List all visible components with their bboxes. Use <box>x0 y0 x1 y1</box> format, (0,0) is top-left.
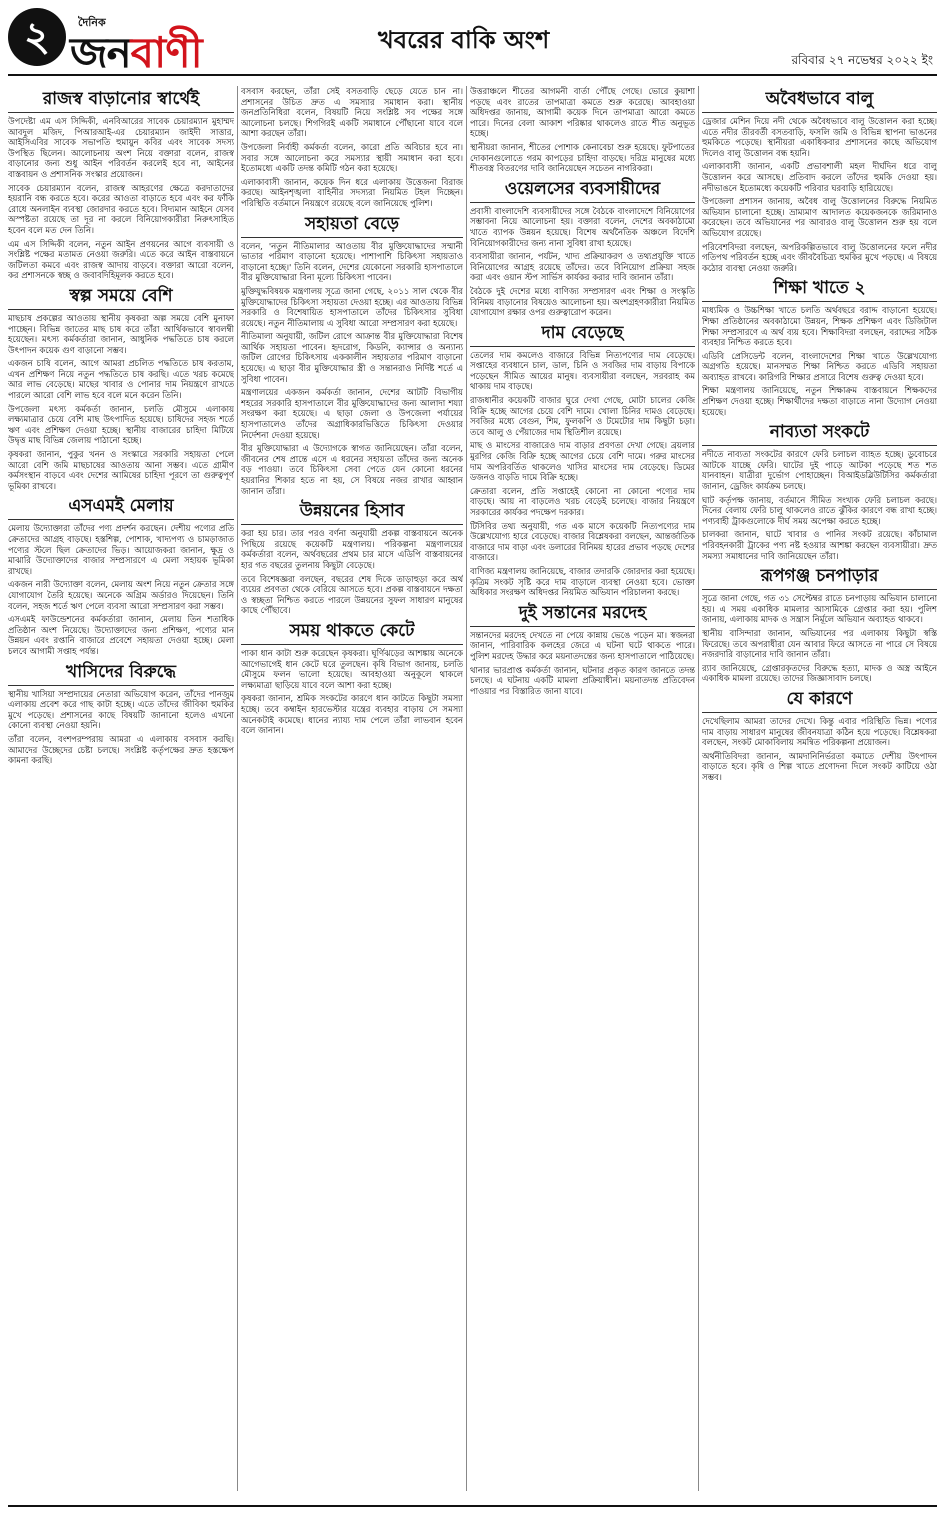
story-paragraph: এসএমই ফাউন্ডেশনের কর্মকর্তারা জানান, মেলায় তিন শতাধিক প্রতিষ্ঠান অংশ নিয়েছে। উদ্যোক্তাদের জন্য প্রশিক্ষণ, পণ্যের মান উন্নয়ন এবং রপ্তানি বাজারে প্রবেশে সহায়তা দেওয়া হচ্ছে। মেলা চলবে আগামী সপ্তাহ পর্যন্ত। <box>8 614 234 656</box>
column-3 <box>470 86 695 1491</box>
story-paragraph: নীতিমালা অনুযায়ী, জটিল রোগে আক্রান্ত বীর মুক্তিযোদ্ধারা বিশেষ আর্থিক সহায়তা পাবেন। হৃদরোগ, কিডনি, ক্যান্সার ও অন্যান্য জটিল রোগের চিকিৎসায় এককালীন সহায়তার পরিমাণ বাড়ানো হয়েছে। এ ছাড়া বীর মুক্তিযোদ্ধার স্ত্রী ও সন্তানরাও নির্দিষ্ট শর্তে এ সুবিধা পাবেন। <box>241 331 463 384</box>
news-story <box>241 620 463 736</box>
story-headline: নাব্যতা সংকটে <box>702 421 937 446</box>
story-paragraph: উপজেলা মৎস্য কর্মকর্তা জানান, চলতি মৌসুমে এলাকায় লক্ষ্যমাত্রার চেয়ে বেশি মাছ উৎপাদিত হয়েছে। চাষিদের সহজ শর্তে ঋণ এবং প্রশিক্ষণ দেওয়া হচ্ছে। স্থানীয় বাজারের চাহিদা মিটিয়ে উদ্বৃত্ত মাছ বিভিন্ন জেলায় পাঠানো হচ্ছে। <box>8 403 234 446</box>
story-paragraph: উপজেলা প্রশাসন জানায়, অবৈধ বালু উত্তোলনের বিরুদ্ধে নিয়মিত অভিযান চালানো হচ্ছে। ভ্রাম্যমাণ আদালত কয়েকজনকে জরিমানাও করেছেন। তবে অভিযানের পর আবারও বালু উত্তোলন শুরু হয় বলে অভিযোগ রয়েছে। <box>702 196 937 238</box>
news-story <box>702 277 937 417</box>
story-headline: সময় থাকতে কেটে <box>241 620 463 645</box>
story-paragraph: উপদেষ্টা এম এস সিদ্দিকী, এনবিআরের সাবেক চেয়ারম্যান মুহাম্মদ আবদুল মজিদ, পিআরআই-এর চেয়ারম্যান জাইদী সাত্তার, আইসিএবির সাবেক সভাপতি হুমায়ুন কবির এবং সাবেক সদস্য উপস্থিত ছিলেন। আলোচনায় অংশ নিয়ে বক্তারা বলেন, রাজস্ব বাড়ানোর জন্য শুধু আইন পরিবর্তন করলেই হবে না, আইনের বাস্তবায়ন ও প্রশাসনিক সংস্কার প্রয়োজন। <box>8 116 234 179</box>
news-story <box>8 88 234 281</box>
column-divider <box>466 86 467 1491</box>
news-story <box>8 285 234 492</box>
news-story <box>241 86 463 209</box>
story-headline: রাজস্ব বাড়ানোর স্বার্থেই <box>8 88 234 113</box>
story-paragraph: তেলের দাম কমলেও বাজারে বিভিন্ন নিত্যপণ্যের দাম বেড়েছে। সপ্তাহের ব্যবধানে চাল, ডাল, চিনি ও সবজির দাম বাড়ায় বিপাকে পড়েছেন সীমিত আয়ের মানুষ। ব্যবসায়ীরা বলছেন, সরবরাহ কম থাকায় দাম বাড়ছে। <box>470 349 695 392</box>
column-4 <box>702 86 937 1491</box>
story-paragraph: স্থানীয়রা জানান, শীতের পোশাক কেনাবেচা শুরু হয়েছে। ফুটপাতের দোকানগুলোতে গরম কাপড়ের চাহিদা বাড়ছে। দরিদ্র মানুষের মধ্যে শীতবস্ত্র বিতরণের দাবি জানিয়েছেন সচেতন নাগরিকরা। <box>470 141 695 174</box>
story-paragraph: অর্থনীতিবিদরা জানান, আমদানিনির্ভরতা কমাতে দেশীয় উৎপাদন বাড়াতে হবে। কৃষি ও শিল্প খাতে প্রণোদনা দিলে সংকট কাটিয়ে ওঠা সম্ভব। <box>702 750 937 782</box>
news-story <box>470 178 695 318</box>
story-paragraph: রাজধানীর কয়েকটি বাজার ঘুরে দেখা গেছে, মোটা চালের কেজি বিক্রি হচ্ছে আগের চেয়ে বেশি দামে। খোলা চিনির দামও বেড়েছে। সবজির মধ্যে বেগুন, শিম, ফুলকপি ও টমেটোর দাম কিছুটা চড়া। তবে আলু ও পেঁয়াজের দাম স্থিতিশীল রয়েছে। <box>470 395 695 437</box>
story-paragraph: নদীতে নাব্যতা সংকটের কারণে ফেরি চলাচল ব্যাহত হচ্ছে। ডুবোচরে আটকে যাচ্ছে ফেরি। ঘাটের দুই পাড়ে আটকা পড়েছে শত শত যানবাহন। যাত্রীরা দুর্ভোগ পোহাচ্ছেন। বিআইডব্লিউটিসির কর্মকর্তারা জানান, ড্রেজিং কার্যক্রম চলছে। <box>702 449 937 492</box>
story-paragraph: তাঁরা বলেন, বংশপরম্পরায় আমরা এ এলাকায় বসবাস করছি। আমাদের উচ্ছেদের চেষ্টা চলছে। সংশ্লিষ্ট কর্তৃপক্ষের দ্রুত হস্তক্ষেপ কামনা করছি। <box>8 733 234 766</box>
story-paragraph: তবে বিশেষজ্ঞরা বলছেন, বছরের শেষ দিকে তাড়াহুড়া করে অর্থ ব্যয়ের প্রবণতা থেকে বেরিয়ে আসতে হবে। প্রকল্প বাস্তবায়নে দক্ষতা ও স্বচ্ছতা নিশ্চিত করতে পারলে উন্নয়নের সুফল সাধারণ মানুষের কাছে পৌঁছাবে। <box>241 573 463 616</box>
story-paragraph: স্থানীয় খাসিয়া সম্প্রদায়ের নেতারা অভিযোগ করেন, তাঁদের পানজুম এলাকায় প্রবেশ করে গাছ কাটা হচ্ছে। এতে তাঁদের জীবিকা হুমকির মুখে পড়েছে। প্রশাসনের কাছে বিষয়টি জানানো হলেও এখনো কোনো ব্যবস্থা নেওয়া হয়নি। <box>8 688 234 731</box>
date-line: রবিবার ২৭ নভেম্বর ২০২২ ইং <box>791 53 933 67</box>
news-story <box>8 661 234 766</box>
story-paragraph: এলাকাবাসী জানান, কয়েক দিন ধরে এলাকায় উত্তেজনা বিরাজ করছে। আইনশৃঙ্খলা বাহিনীর সদস্যরা নিয়মিত টহল দিচ্ছেন। পরিস্থিতি বর্তমানে নিয়ন্ত্রণে রয়েছে বলে জানিয়েছে পুলিশ। <box>241 176 463 208</box>
story-paragraph: মুক্তিযুদ্ধবিষয়ক মন্ত্রণালয় সূত্রে জানা গেছে, ২০১১ সাল থেকে বীর মুক্তিযোদ্ধাদের চিকিৎসা সহায়তা দেওয়া হচ্ছে। এর আওতায় বিভিন্ন সরকারি ও বিশেষায়িত হাসপাতালে তাঁদের চিকিৎসার সুবিধা রয়েছে। নতুন নীতিমালায় এ সুবিধা আরো সম্প্রসারণ করা হয়েছে। <box>241 285 463 328</box>
story-paragraph: শিক্ষা মন্ত্রণালয় জানিয়েছে, নতুন শিক্ষাক্রম বাস্তবায়নে শিক্ষকদের প্রশিক্ষণ দেওয়া হচ্ছে। শিক্ষার্থীদের দক্ষতা বাড়াতে নানা উদ্যোগ নেওয়া হয়েছে। <box>702 385 937 417</box>
story-paragraph: ড্রেজার মেশিন দিয়ে নদী থেকে অবৈধভাবে বালু উত্তোলন করা হচ্ছে। এতে নদীর তীরবর্তী বসতবাড়ি, ফসলি জমি ও বিভিন্ন স্থাপনা ভাঙনের হুমকিতে পড়েছে। স্থানীয়রা একাধিকবার প্রশাসনের কাছে অভিযোগ দিলেও বালু উত্তোলন বন্ধ হয়নি। <box>702 116 937 158</box>
story-paragraph: পাকা ধান কাটা শুরু করেছেন কৃষকরা। ঘূর্ণিঝড়ের আশঙ্কায় অনেকে আগেভাগেই ধান কেটে ঘরে তুলছেন। কৃষি বিভাগ জানায়, চলতি মৌসুমে ফলন ভালো হয়েছে। আবহাওয়া অনুকূলে থাকলে লক্ষ্যমাত্রা ছাড়িয়ে যাবে বলে আশা করা হচ্ছে। <box>241 647 463 690</box>
story-paragraph: মাছচাষ প্রকল্পের আওতায় স্থানীয় কৃষকরা অল্প সময়ে বেশি মুনাফা পাচ্ছেন। বিভিন্ন জাতের মাছ চাষ করে তাঁরা আর্থিকভাবে স্বাবলম্বী হয়েছেন। মৎস্য কর্মকর্তারা জানান, আধুনিক পদ্ধতিতে চাষ করলে উৎপাদন কয়েক গুণ বাড়ানো সম্ভব। <box>8 312 234 355</box>
page-number: ২ <box>8 8 66 66</box>
story-paragraph: বাণিজ্য মন্ত্রণালয় জানিয়েছে, বাজার তদারকি জোরদার করা হয়েছে। কৃত্রিম সংকট সৃষ্টি করে দাম বাড়ালে ব্যবস্থা নেওয়া হবে। ভোক্তা অধিকার সংরক্ষণ অধিদপ্তর নিয়মিত অভিযান পরিচালনা করছে। <box>470 565 695 598</box>
story-paragraph: চালকরা জানান, ঘাটে খাবার ও পানির সংকট রয়েছে। কাঁচামাল পরিবহনকারী ট্রাকের পণ্য নষ্ট হওয়ার আশঙ্কা করছেন ব্যবসায়ীরা। দ্রুত সমস্যা সমাধানের দাবি জানিয়েছেন তাঁরা। <box>702 529 937 561</box>
story-paragraph: বৈঠকে দুই দেশের মধ্যে বাণিজ্য সম্প্রসারণ এবং শিক্ষা ও সংস্কৃতি বিনিময় বাড়ানোর বিষয়েও আলোচনা হয়। অংশগ্রহণকারীরা নিয়মিত যোগাযোগ রক্ষার ওপর গুরুত্বারোপ করেন। <box>470 285 695 318</box>
story-paragraph: স্থানীয় বাসিন্দারা জানান, অভিযানের পর এলাকায় কিছুটা স্বস্তি ফিরেছে। তবে অপরাধীরা যেন আবার ফিরে আসতে না পারে সে বিষয়ে নজরদারি বাড়ানোর দাবি জানান তাঁরা। <box>702 627 937 660</box>
story-headline: খাসিদের বিরুদ্ধে <box>8 661 234 686</box>
story-paragraph: মাছ ও মাংসের বাজারেও দাম বাড়ার প্রবণতা দেখা গেছে। ব্রয়লার মুরগির কেজি বিক্রি হচ্ছে আগের চেয়ে বেশি দামে। গরুর মাংসের দাম অপরিবর্তিত থাকলেও খাসির মাংসের দাম বেড়েছে। ডিমের ডজনও বাড়তি দামে বিক্রি হচ্ছে। <box>470 440 695 483</box>
story-paragraph: উত্তরাঞ্চলে শীতের আগমনী বার্তা পৌঁছে গেছে। ভোরে কুয়াশা পড়ছে এবং রাতের তাপমাত্রা কমতে শুরু করেছে। আবহাওয়া অধিদপ্তর জানায়, আগামী কয়েক দিনে তাপমাত্রা আরো কমতে পারে। দিনের বেলা আকাশ পরিষ্কার থাকলেও রাতে শীত অনুভূত হচ্ছে। <box>470 86 695 139</box>
story-headline: দুই সন্তানের মরদেহ <box>470 602 695 627</box>
news-story <box>702 421 937 561</box>
story-headline: এসএমই মেলায় <box>8 495 234 520</box>
newspaper-logo <box>70 20 202 91</box>
story-paragraph: পরিবেশবিদরা বলছেন, অপরিকল্পিতভাবে বালু উত্তোলনের ফলে নদীর গতিপথ পরিবর্তন হচ্ছে এবং জীববৈচিত্র্য হুমকির মুখে পড়ছে। এ বিষয়ে কঠোর ব্যবস্থা নেওয়া জরুরি। <box>702 241 937 273</box>
news-story <box>470 86 695 174</box>
story-paragraph: টিসিবির তথ্য অনুযায়ী, গত এক মাসে কয়েকটি নিত্যপণ্যের দাম উল্লেখযোগ্য হারে বেড়েছে। বাজার বিশ্লেষকরা বলছেন, আন্তর্জাতিক বাজারে দাম বাড়া এবং ডলারের বিনিময় হারের প্রভাব পড়ছে দেশের বাজারে। <box>470 520 695 563</box>
story-paragraph: বলেন, 'নতুন নীতিমালার আওতায় বীর মুক্তিযোদ্ধাদের সম্মানী ভাতার পরিমাণ বাড়ানো হয়েছে। পাশাপাশি চিকিৎসা সহায়তাও বাড়ানো হচ্ছে।' তিনি বলেন, দেশের যেকোনো সরকারি হাসপাতালে বীর মুক্তিযোদ্ধারা বিনা মূল্যে চিকিৎসা পাবেন। <box>241 240 463 283</box>
news-story <box>470 322 695 598</box>
story-headline: শিক্ষা খাতে ২ <box>702 277 937 302</box>
story-paragraph: সন্তানদের মরদেহ দেখতে না পেয়ে কান্নায় ভেঙে পড়েন মা। স্বজনরা জানান, পারিবারিক কলহের জেরে এ ঘটনা ঘটে থাকতে পারে। পুলিশ মরদেহ উদ্ধার করে ময়নাতদন্তের জন্য হাসপাতালে পাঠিয়েছে। <box>470 629 695 661</box>
story-paragraph: ঘাট কর্তৃপক্ষ জানায়, বর্তমানে সীমিত সংখ্যক ফেরি চলাচল করছে। দিনের বেলায় ফেরি চালু থাকলেও রাতে ঝুঁকির কারণে বন্ধ রাখা হচ্ছে। পণ্যবাহী ট্রাকগুলোকে দীর্ঘ সময় অপেক্ষা করতে হচ্ছে। <box>702 494 937 526</box>
story-paragraph: বীর মুক্তিযোদ্ধারা এ উদ্যোগকে স্বাগত জানিয়েছেন। তাঁরা বলেন, জীবনের শেষ প্রান্তে এসে এ ধরনের সহায়তা তাঁদের জন্য অনেক বড় পাওয়া। তবে চিকিৎসা সেবা পেতে যেন কোনো ধরনের হয়রানির শিকার হতে না হয়, সে বিষয়ে নজর রাখার আহ্বান জানান তাঁরা। <box>241 443 463 496</box>
story-paragraph: সাবেক চেয়ারম্যান বলেন, রাজস্ব আহরণের ক্ষেত্রে করদাতাদের হয়রানি বন্ধ করতে হবে। করের আওতা বাড়াতে হবে এবং কর ফাঁকি রোধে অনলাইন ব্যবস্থা জোরদার করতে হবে। বিদ্যমান আইনে যেসব অস্পষ্টতা রয়েছে তা দূর না করলে বিনিয়োগকারীরা নিরুৎসাহিত হবেন বলে মত দেন তিনি। <box>8 182 234 235</box>
story-paragraph: এম এস সিদ্দিকী বলেন, নতুন আইন প্রণয়নের আগে ব্যবসায়ী ও সংশ্লিষ্ট পক্ষের মতামত নেওয়া জরুরি। এতে করে আইন বাস্তবায়নে জটিলতা কমবে এবং রাজস্ব আদায় বাড়বে। বক্তারা আরো বলেন, কর প্রশাসনকে স্বচ্ছ ও জবাবদিহিমূলক করতে হবে। <box>8 238 234 281</box>
logo-part-1: জন <box>70 28 131 77</box>
story-headline: স্বল্প সময়ে বেশি <box>8 285 234 310</box>
story-paragraph: মাধ্যমিক ও উচ্চশিক্ষা খাতে চলতি অর্থবছরে বরাদ্দ বাড়ানো হয়েছে। শিক্ষা প্রতিষ্ঠানের অবকাঠামো উন্নয়ন, শিক্ষক প্রশিক্ষণ এবং ডিজিটাল শিক্ষা সম্প্রসারণে এ অর্থ ব্যয় হবে। শিক্ষাবিদরা বলছেন, বরাদ্দের সঠিক ব্যবহার নিশ্চিত করতে হবে। <box>702 305 937 348</box>
column-2 <box>241 86 463 1491</box>
logo-prefix: দৈনিক <box>78 16 106 29</box>
section-title: খবরের বাকি অংশ <box>378 26 550 54</box>
story-paragraph: র‍্যাব জানিয়েছে, গ্রেপ্তারকৃতদের বিরুদ্ধে হত্যা, মাদক ও অস্ত্র আইনে একাধিক মামলা রয়েছে। তাদের জিজ্ঞাসাবাদ চলছে। <box>702 662 937 684</box>
column-1 <box>8 86 234 1491</box>
story-paragraph: দেখেছিলাম আমরা তাদের দেখে। কিন্তু এবার পরিস্থিতি ভিন্ন। পণ্যের দাম বাড়ায় সাধারণ মানুষের জীবনযাত্রা কঠিন হয়ে পড়েছে। বিশ্লেষকরা বলছেন, সংকট মোকাবিলায় সমন্বিত পরিকল্পনা প্রয়োজন। <box>702 715 937 748</box>
story-headline: অবৈধভাবে বালু <box>702 88 937 113</box>
news-story <box>8 495 234 656</box>
news-story <box>702 565 937 684</box>
story-paragraph: কৃষকরা জানান, শ্রমিক সংকটের কারণে ধান কাটতে কিছুটা সমস্যা হচ্ছে। তবে কম্বাইন হারভেস্টার যন্ত্রের ব্যবহার বাড়ায় সে সমস্যা অনেকটাই কমেছে। ধানের ন্যায্য দাম পেলে তাঁরা লাভবান হবেন বলে জানান। <box>241 693 463 736</box>
story-headline: সহায়তা বেড়ে <box>241 213 463 238</box>
story-paragraph: থানার ভারপ্রাপ্ত কর্মকর্তা জানান, ঘটনার প্রকৃত কারণ জানতে তদন্ত চলছে। এ ঘটনায় একটি মামলা প্রক্রিয়াধীন। ময়নাতদন্ত প্রতিবেদন পাওয়ার পর বিস্তারিত জানা যাবে। <box>470 664 695 696</box>
story-paragraph: উপজেলা নির্বাহী কর্মকর্তা বলেন, কারো প্রতি অবিচার হবে না। সবার সঙ্গে আলোচনা করে সমস্যার স্থায়ী সমাধান করা হবে। ইতোমধ্যে একটি তদন্ত কমিটি গঠন করা হয়েছে। <box>241 141 463 174</box>
story-paragraph: এলাকাবাসী জানান, একটি প্রভাবশালী মহল দীর্ঘদিন ধরে বালু উত্তোলন করে আসছে। প্রতিবাদ করলে তাঁদের হুমকি দেওয়া হয়। নদীভাঙনে ইতোমধ্যে কয়েকটি পরিবার ঘরবাড়ি হারিয়েছে। <box>702 161 937 193</box>
story-paragraph: ব্যবসায়ীরা জানান, পর্যটন, খাদ্য প্রক্রিয়াকরণ ও তথ্যপ্রযুক্তি খাতে বিনিয়োগের আগ্রহ রয়েছে তাঁদের। তবে বিনিয়োগ প্রক্রিয়া সহজ করা এবং ওয়ান স্টপ সার্ভিস কার্যকর করার দাবি জানান তাঁরা। <box>470 251 695 283</box>
story-paragraph: মেলায় উদ্যোক্তারা তাঁদের পণ্য প্রদর্শন করছেন। দেশীয় পণ্যের প্রতি ক্রেতাদের আগ্রহ বাড়ছে। হস্তশিল্প, পোশাক, খাদ্যপণ্য ও চামড়াজাত পণ্যের স্টলে ছিল ক্রেতাদের ভিড়। আয়োজকরা জানান, ক্ষুদ্র ও মাঝারি উদ্যোক্তাদের বাজার সম্প্রসারণে এ মেলা সহায়ক ভূমিকা রাখছে। <box>8 523 234 576</box>
story-headline: উন্নয়নের হিসাব <box>241 500 463 525</box>
column-divider <box>237 86 238 1491</box>
story-headline: দাম বেড়েছে <box>470 322 695 347</box>
news-story <box>702 688 937 783</box>
story-paragraph: প্রবাসী বাংলাদেশি ব্যবসায়ীদের সঙ্গে বৈঠকে বাংলাদেশে বিনিয়োগের সম্ভাবনা নিয়ে আলোচনা হয়। বক্তারা বলেন, দেশের অবকাঠামো খাতে ব্যাপক উন্নয়ন হয়েছে। বিশেষ অর্থনৈতিক অঞ্চলে বিদেশি বিনিয়োগকারীদের জন্য নানা সুবিধা রাখা হয়েছে। <box>470 205 695 248</box>
logo-part-2: বাণী <box>130 28 202 77</box>
story-paragraph: একজন নারী উদ্যোক্তা বলেন, মেলায় অংশ নিয়ে নতুন ক্রেতার সঙ্গে যোগাযোগ তৈরি হয়েছে। অনেকে অগ্রিম অর্ডারও দিয়েছেন। তিনি বলেন, সহজ শর্তে ঋণ পেলে ব্যবসা আরো সম্প্রসারণ করা সম্ভব। <box>8 579 234 611</box>
story-paragraph: বসবাস করছেন, তাঁরা সেই বসতবাড়ি ছেড়ে যেতে চান না। প্রশাসনের উচিত দ্রুত এ সমস্যার সমাধান করা। স্থানীয় জনপ্রতিনিধিরা বলেন, বিষয়টি নিয়ে সংশ্লিষ্ট সব পক্ষের সঙ্গে আলোচনা চলছে। শিগগিরই একটি সমাধানে পৌঁছানো যাবে বলে আশা করছেন তাঁরা। <box>241 86 463 139</box>
story-paragraph: ক্রেতারা বলেন, প্রতি সপ্তাহেই কোনো না কোনো পণ্যের দাম বাড়ছে। আয় না বাড়লেও খরচ বেড়েই চলেছে। বাজার নিয়ন্ত্রণে সরকারের কার্যকর পদক্ষেপ দরকার। <box>470 485 695 517</box>
column-divider <box>698 86 699 1491</box>
news-story <box>702 88 937 273</box>
story-headline: যে কারণে <box>702 688 937 713</box>
story-paragraph: সূত্রে জানা গেছে, গত ৩১ সেপ্টেম্বর রাতে চনপাড়ায় অভিযান চালানো হয়। এ সময় একাধিক মামলার আসামিকে গ্রেপ্তার করা হয়। পুলিশ জানায়, এলাকায় মাদক ও সন্ত্রাস নির্মূলে অভিযান অব্যাহত থাকবে। <box>702 593 937 625</box>
story-paragraph: একজন চাষি বলেন, আগে আমরা প্রচলিত পদ্ধতিতে চাষ করতাম, এখন প্রশিক্ষণ নিয়ে নতুন পদ্ধতিতে চাষ করছি। এতে খরচ কমেছে আর লাভ বেড়েছে। মাছের খাবার ও পোনার দাম নিয়ন্ত্রণে রাখতে পারলে আরো বেশি লাভ হবে বলে মনে করেন তিনি। <box>8 358 234 401</box>
story-paragraph: কৃষকরা জানান, পুকুর খনন ও সংস্কারে সরকারি সহায়তা পেলে আরো বেশি জমি মাছচাষের আওতায় আনা সম্ভব। এতে গ্রামীণ কর্মসংস্থান বাড়বে এবং দেশের আমিষের চাহিদা পূরণে তা গুরুত্বপূর্ণ ভূমিকা রাখবে। <box>8 449 234 491</box>
story-headline: রূপগঞ্জ চনপাড়ার <box>702 565 937 590</box>
news-story <box>241 213 463 497</box>
news-story <box>470 602 695 697</box>
story-paragraph: এডিবি প্রেসিডেন্ট বলেন, বাংলাদেশের শিক্ষা খাতে উল্লেখযোগ্য অগ্রগতি হয়েছে। মানসম্মত শিক্ষা নিশ্চিত করতে এডিবি সহায়তা অব্যাহত রাখবে। কারিগরি শিক্ষার প্রসারে বিশেষ গুরুত্ব দেওয়া হবে। <box>702 350 937 382</box>
masthead <box>8 6 937 76</box>
story-paragraph: করা হয় চার। তার পরও বর্ণনা অনুযায়ী প্রকল্প বাস্তবায়নে অনেক পিছিয়ে রয়েছে কয়েকটি মন্ত্রণালয়। পরিকল্পনা মন্ত্রণালয়ের কর্মকর্তারা বলেন, অর্থবছরের প্রথম চার মাসে এডিপি বাস্তবায়নের হার গত বছরের তুলনায় কিছুটা বেড়েছে। <box>241 528 463 570</box>
footer-rule <box>8 1505 937 1507</box>
story-paragraph: মন্ত্রণালয়ের একজন কর্মকর্তা জানান, দেশের আটটি বিভাগীয় শহরের সরকারি হাসপাতালে বীর মুক্তিযোদ্ধাদের জন্য আলাদা শয্যা সংরক্ষণ করা হয়েছে। এ ছাড়া জেলা ও উপজেলা পর্যায়ের হাসপাতালেও তাঁদের অগ্রাধিকারভিত্তিতে চিকিৎসা দেওয়ার নির্দেশনা দেওয়া হয়েছে। <box>241 387 463 440</box>
news-story <box>241 500 463 616</box>
story-headline: ওয়েলসের ব্যবসায়ীদের <box>470 178 695 203</box>
